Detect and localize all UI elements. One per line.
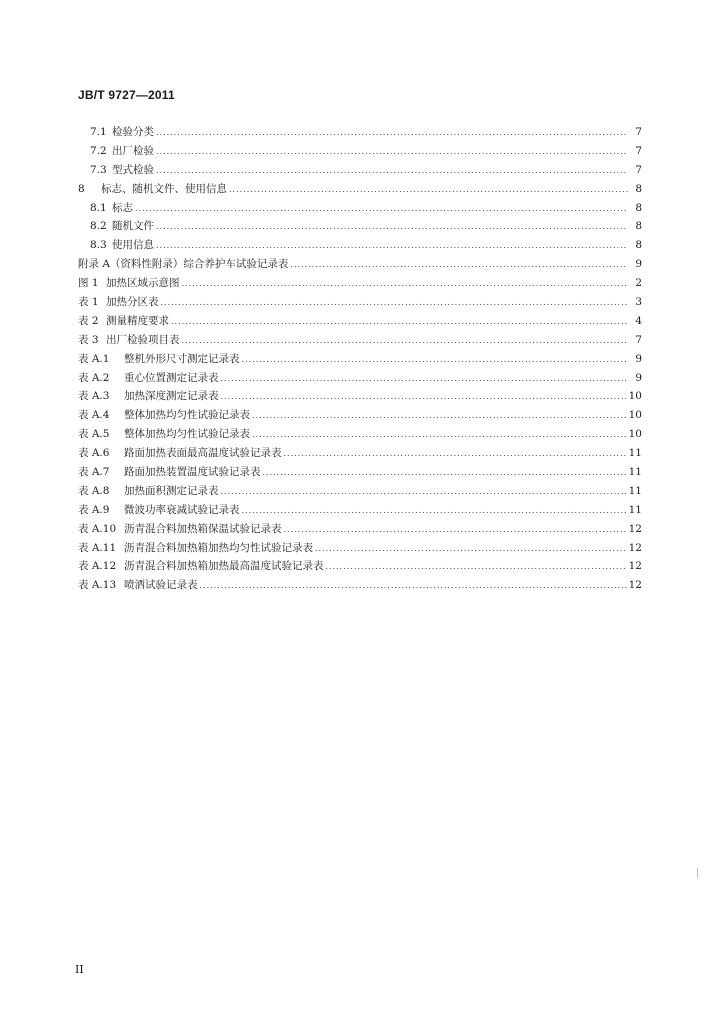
standard-number: JB/T 9727—2011 — [78, 88, 175, 102]
toc-entry-page: 12 — [628, 579, 642, 592]
toc-entry-page: 7 — [635, 163, 642, 176]
toc-entry[interactable] — [78, 256, 642, 275]
toc-entry-page: 10 — [628, 409, 642, 422]
toc-entry-number: 表 A.1 — [78, 352, 110, 365]
toc-entry[interactable] — [78, 162, 642, 181]
toc-entry-page: 9 — [635, 258, 642, 271]
toc-entry-number: 表 A.8 — [78, 484, 110, 497]
toc-entry-number: 表 A.7 — [78, 466, 110, 479]
toc-entry-page: 8 — [635, 220, 642, 233]
toc-entry-number: 表 A.12 — [78, 560, 117, 573]
toc-entry-title: 沥青混合料加热箱加热均匀性试验记录表 — [124, 541, 313, 554]
toc-dot-leader — [200, 581, 627, 590]
toc-entry-page: 11 — [628, 503, 642, 516]
toc-entry[interactable] — [78, 181, 642, 200]
toc-entry[interactable] — [78, 521, 642, 540]
toc-entry-number: 表 A.13 — [78, 579, 117, 592]
toc-entry-title: 加热区域示意图 — [106, 277, 180, 290]
toc-entry-title: 随机文件 — [112, 220, 154, 233]
toc-entry[interactable] — [78, 502, 642, 521]
toc-dot-leader — [263, 468, 627, 477]
toc-entry-title: 沥青混合料加热箱加热最高温度试验记录表 — [124, 560, 324, 573]
toc-entry[interactable] — [78, 370, 642, 389]
toc-entry[interactable] — [78, 558, 642, 577]
toc-entry-title: 出厂检验 — [112, 144, 154, 157]
toc-entry-title: 重心位置测定记录表 — [124, 371, 219, 384]
toc-entry-title: 标志、随机文件、使用信息 — [101, 182, 227, 195]
toc-entry-title: 型式检验 — [112, 163, 154, 176]
toc-entry[interactable] — [78, 407, 642, 426]
toc-entry-page: 9 — [635, 371, 642, 384]
toc-entry[interactable] — [78, 124, 642, 143]
toc-entry-number: 表 A.3 — [78, 390, 110, 403]
toc-entry-title: 附录 A（资料性附录）综合养护车试验记录表 — [78, 258, 289, 271]
toc-entry-title: 整体加热均匀性试验记录表 — [124, 428, 250, 441]
toc-entry[interactable] — [78, 218, 642, 237]
toc-dot-leader — [284, 525, 627, 534]
toc-entry[interactable] — [78, 294, 642, 313]
toc-entry-number: 表 2 — [78, 314, 99, 327]
toc-entry-number: 表 A.4 — [78, 409, 110, 422]
toc-entry-page: 7 — [635, 144, 642, 157]
toc-entry[interactable] — [78, 577, 642, 596]
toc-entry[interactable] — [78, 313, 642, 332]
toc-dot-leader — [156, 166, 628, 175]
toc-entry-number: 表 A.6 — [78, 447, 110, 460]
toc-entry-page: 11 — [628, 447, 642, 460]
toc-entry-title: 加热面积测定记录表 — [124, 484, 219, 497]
toc-dot-leader — [229, 185, 628, 194]
toc-entry-number: 8.2 — [90, 220, 107, 233]
toc-dot-leader — [171, 317, 628, 326]
toc-entry-page: 10 — [628, 428, 642, 441]
toc-entry-title: 沥青混合料加热箱保温试验记录表 — [124, 522, 282, 535]
toc-entry-page: 8 — [635, 201, 642, 214]
toc-dot-leader — [290, 260, 628, 269]
toc-dot-leader — [156, 241, 628, 250]
toc-entry[interactable] — [78, 445, 642, 464]
toc-entry[interactable] — [78, 143, 642, 162]
toc-entry[interactable] — [78, 237, 642, 256]
toc-entry-page: 10 — [628, 390, 642, 403]
toc-entry-page: 12 — [628, 522, 642, 535]
toc-entry-number: 7.3 — [90, 163, 107, 176]
toc-entry[interactable] — [78, 426, 642, 445]
toc-dot-leader — [161, 298, 629, 307]
toc-entry-number: 表 A.5 — [78, 428, 110, 441]
toc-entry-page: 11 — [628, 466, 642, 479]
toc-entry-page: 12 — [628, 560, 642, 573]
toc-entry-page: 8 — [635, 239, 642, 252]
toc-entry-title: 加热分区表 — [106, 296, 159, 309]
toc-dot-leader — [221, 374, 629, 383]
toc-entry-number: 7.1 — [90, 126, 107, 138]
page-number: II — [75, 963, 84, 976]
toc-entry-title: 路面加热表面最高温度试验记录表 — [124, 447, 282, 460]
toc-entry-title: 整体加热均匀性试验记录表 — [124, 409, 250, 422]
toc-dot-leader — [221, 487, 627, 496]
toc-entry-title: 测量精度要求 — [106, 314, 169, 327]
toc-entry-title: 整机外形尺寸测定记录表 — [124, 352, 240, 365]
toc-entry-title: 检验分类 — [112, 126, 154, 138]
toc-entry-page: 2 — [635, 277, 642, 290]
toc-entry-number: 8 — [78, 182, 85, 195]
toc-entry[interactable] — [78, 388, 642, 407]
toc-entry-page: 4 — [635, 314, 642, 327]
toc-dot-leader — [284, 449, 627, 458]
toc-entry-number: 表 A.2 — [78, 371, 110, 384]
toc-entry[interactable] — [78, 464, 642, 483]
toc-entry-title: 标志 — [112, 201, 133, 214]
toc-dot-leader — [156, 222, 628, 231]
toc-dot-leader — [242, 506, 627, 515]
toc-entry-number: 表 3 — [78, 333, 99, 346]
toc-entry[interactable] — [78, 200, 642, 219]
toc-entry-page: 11 — [628, 484, 642, 497]
toc-entry[interactable] — [78, 332, 642, 351]
toc-dot-leader — [182, 336, 629, 345]
toc-dot-leader — [135, 204, 628, 213]
toc-entry-title: 加热深度测定记录表 — [124, 390, 219, 403]
scan-edge-mark — [697, 868, 698, 878]
toc-entry-title: 喷洒试验记录表 — [124, 579, 198, 592]
toc-dot-leader — [156, 128, 628, 137]
toc-entry[interactable] — [78, 351, 642, 370]
toc-entry-page: 3 — [635, 296, 642, 309]
toc-dot-leader — [242, 355, 629, 364]
toc-entry-number: 表 A.10 — [78, 522, 117, 535]
toc-entry-title: 微波功率衰减试验记录表 — [124, 503, 240, 516]
toc-entry[interactable] — [78, 483, 642, 502]
toc-entry-title: 使用信息 — [112, 239, 154, 252]
toc-dot-leader — [252, 411, 627, 420]
toc-dot-leader — [315, 544, 627, 553]
toc-entry-number: 表 A.11 — [78, 541, 117, 554]
toc-dot-leader — [182, 279, 629, 288]
toc-entry-number: 表 1 — [78, 296, 99, 309]
toc-dot-leader — [252, 430, 627, 439]
table-of-contents — [78, 124, 642, 596]
toc-entry-page: 12 — [628, 541, 642, 554]
toc-entry-number: 8.1 — [90, 201, 107, 214]
toc-dot-leader — [326, 562, 627, 571]
toc-entry-number: 7.2 — [90, 144, 107, 157]
toc-entry-title: 路面加热装置温度试验记录表 — [124, 466, 261, 479]
toc-entry-page: 7 — [635, 333, 642, 346]
toc-entry-page: 8 — [635, 182, 642, 195]
toc-dot-leader — [156, 147, 628, 156]
toc-entry-title: 出厂检验项目表 — [106, 333, 180, 346]
toc-dot-leader — [221, 392, 627, 401]
toc-entry[interactable] — [78, 540, 642, 559]
toc-entry[interactable] — [78, 275, 642, 294]
toc-entry-page: 9 — [635, 352, 642, 365]
toc-entry-page: 7 — [635, 126, 642, 138]
toc-entry-number: 表 A.9 — [78, 503, 110, 516]
toc-entry-number: 8.3 — [90, 239, 107, 252]
toc-entry-number: 图 1 — [78, 277, 99, 290]
